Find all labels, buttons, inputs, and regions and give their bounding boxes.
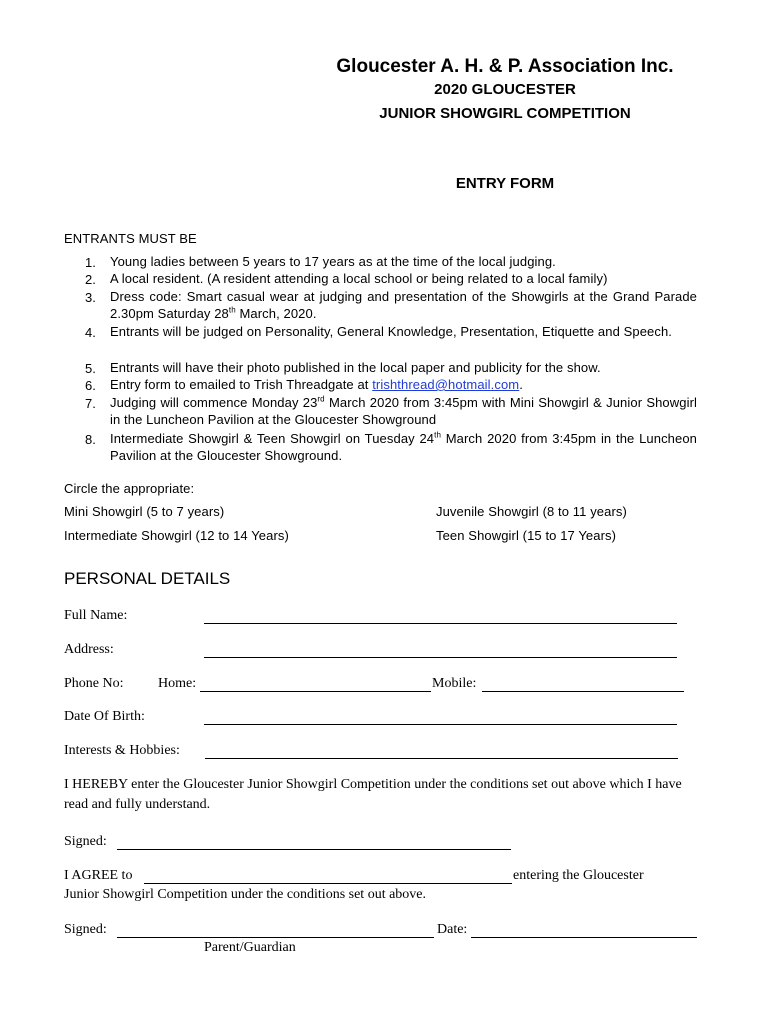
mobile-field[interactable]	[482, 691, 684, 692]
home-phone-label: Home:	[158, 676, 197, 691]
guardian-signed-label: Signed:	[64, 922, 107, 937]
list-item: Entrants will have their photo published in the local paper and publicity for the show.	[110, 360, 601, 375]
list-item-text: March 2020 from 3:45pm in the Luncheon Pavilion at the Gloucester Showground.	[110, 431, 697, 463]
agree-text: entering the Gloucester	[513, 868, 644, 883]
agree-label: I AGREE to	[64, 868, 133, 883]
list-item-number: 5.	[85, 361, 96, 376]
phone-label: Phone No:	[64, 676, 124, 691]
category-juvenile[interactable]: Juvenile Showgirl (8 to 11 years)	[436, 504, 627, 519]
list-item-text: March 2020 from 3:45pm with Mini Showgirl & Junior Showgirl in the Luncheon Pavilion at the Gloucester Showground	[110, 395, 697, 427]
entrants-heading: ENTRANTS MUST BE	[64, 231, 197, 246]
list-item-number: 7.	[85, 396, 96, 411]
interests-field[interactable]	[205, 758, 678, 759]
category-intermediate[interactable]: Intermediate Showgirl (12 to 14 Years)	[64, 528, 289, 543]
personal-details-heading: PERSONAL DETAILS	[64, 569, 231, 588]
list-item-text: Intermediate Showgirl & Teen Showgirl on Tuesday 24	[110, 431, 435, 446]
category-teen[interactable]: Teen Showgirl (15 to 17 Years)	[436, 528, 617, 543]
list-item-number: 1.	[85, 255, 96, 270]
list-item-number: 2.	[85, 272, 96, 287]
list-item: Young ladies between 5 years to 17 years as at the time of the local judging.	[110, 254, 556, 269]
dob-label: Date Of Birth:	[64, 709, 145, 724]
agree-name-field[interactable]	[144, 883, 512, 884]
interests-label: Interests & Hobbies:	[64, 743, 180, 758]
ordinal-suffix: th	[228, 305, 236, 315]
parent-guardian-caption: Parent/Guardian	[204, 940, 296, 955]
full-name-field[interactable]	[204, 623, 677, 624]
dob-field[interactable]	[204, 724, 677, 725]
date-label: Date:	[437, 922, 468, 937]
form-title: ENTRY FORM	[455, 175, 555, 192]
signed-label: Signed:	[64, 834, 107, 849]
address-field[interactable]	[204, 657, 677, 658]
list-item-text: March, 2020.	[235, 306, 317, 321]
list-item-text: Entry form to emailed to Trish Threadgate at	[110, 377, 373, 392]
list-item-text: Dress code: Smart casual wear at judging and presentation of the Showgirls at the Grand Parade 2.30pm Saturday 28	[110, 289, 697, 321]
address-label: Address:	[64, 642, 114, 657]
competition-title: JUNIOR SHOWGIRL COMPETITION	[379, 105, 631, 122]
list-item-number: 3.	[85, 290, 96, 305]
full-name-label: Full Name:	[64, 608, 128, 623]
home-phone-field[interactable]	[200, 691, 431, 692]
list-item-number: 4.	[85, 325, 96, 340]
entrant-signature-field[interactable]	[117, 849, 511, 850]
circle-prompt: Circle the appropriate:	[64, 481, 195, 496]
list-item-number: 8.	[85, 432, 96, 447]
email-link[interactable]: trishthread@hotmail.com	[372, 377, 520, 392]
agree-text-continued: Junior Showgirl Competition under the conditions set out above.	[64, 887, 427, 902]
mobile-label: Mobile:	[432, 676, 477, 691]
guardian-signature-field[interactable]	[117, 937, 434, 938]
ordinal-suffix: rd	[317, 394, 325, 404]
list-item	[110, 288, 697, 322]
list-item	[110, 394, 697, 428]
list-item: Entrants will be judged on Personality, General Knowledge, Presentation, Etiquette and Speech.	[110, 324, 673, 339]
ordinal-suffix: th	[434, 430, 442, 440]
list-item-text: .	[519, 377, 523, 392]
category-mini[interactable]: Mini Showgirl (5 to 7 years)	[64, 504, 225, 519]
organisation-title: Gloucester A. H. & P. Association Inc.	[336, 56, 674, 77]
list-item-number: 6.	[85, 378, 96, 393]
date-field[interactable]	[471, 937, 697, 938]
list-item-text: Judging will commence Monday 23	[110, 395, 318, 410]
list-item	[110, 376, 697, 393]
list-item: A local resident. (A resident attending a local school or being related to a local family)	[110, 271, 608, 286]
list-item	[110, 430, 697, 464]
year-line: 2020 GLOUCESTER	[434, 81, 576, 98]
declaration-paragraph: I HEREBY enter the Gloucester Junior Showgirl Competition under the conditions set out above which I have read and fully understand.	[64, 777, 682, 812]
